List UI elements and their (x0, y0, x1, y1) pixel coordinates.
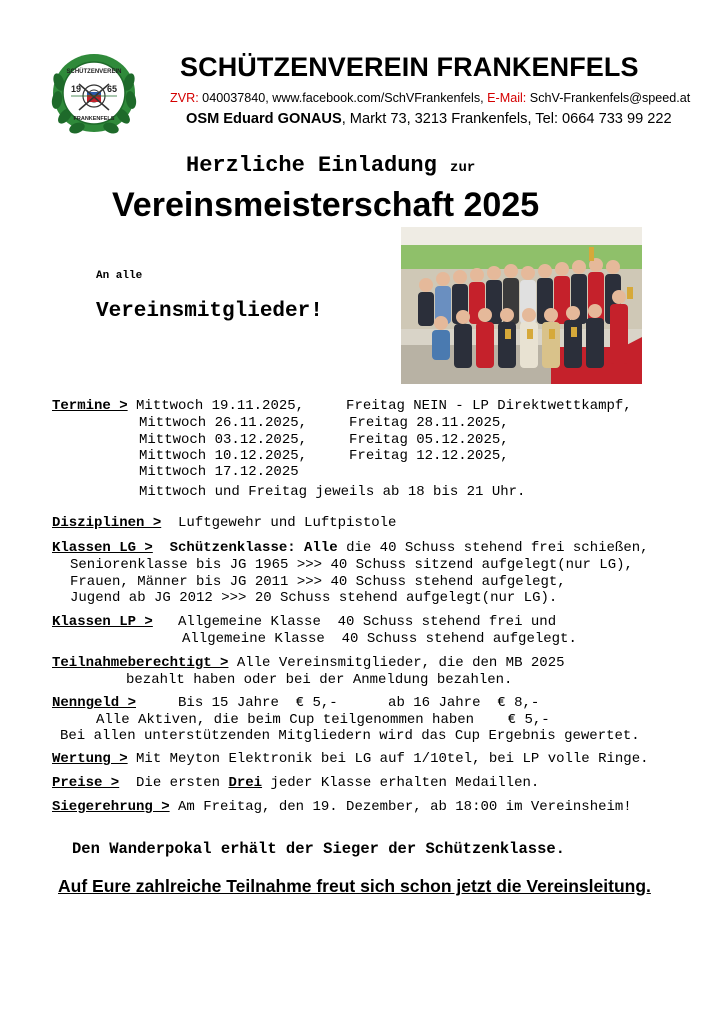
preise-drei: Drei (228, 775, 263, 791)
logo-year-right: 65 (106, 84, 118, 94)
logo-ring-text: SCHÜTZENVEREIN (66, 69, 122, 75)
invitation-heading (186, 153, 475, 178)
nenngeld-label: Nenngeld > (52, 695, 137, 711)
preise-row (52, 775, 539, 791)
email-label: E-Mail: (487, 91, 527, 105)
termine-row-4: Mittwoch 10.12.2025, Freitag 12.12.2025, (139, 448, 509, 464)
disziplinen-text: Luftgewehr und Luftpistole (161, 515, 397, 531)
termine-label: Termine > (52, 398, 128, 414)
schuetzenklasse-bold: Schützenklasse: Alle (152, 540, 338, 556)
wanderpokal-note: Den Wanderpokal erhält der Sieger der Schützenklasse. (72, 840, 565, 858)
teilnahme-line-2: bezahlt haben oder bei der Anmeldung bezahlen. (126, 672, 513, 688)
wertung-text: Mit Meyton Elektronik bei LG auf 1/10tel, bei LP volle Ringe. (127, 751, 649, 767)
team-photo-image (401, 227, 642, 384)
termine-time-note: Mittwoch und Freitag jeweils ab 18 bis 21 Uhr. (139, 484, 526, 500)
club-name: SCHÜTZENVEREIN FRANKENFELS (180, 52, 639, 82)
email-value: SchV-Frankenfels@speed.at (526, 91, 691, 105)
siegerehrung-label: Siegerehrung > (52, 799, 170, 815)
disziplinen-row (52, 515, 396, 531)
an-alle-label: An alle (96, 270, 143, 282)
termine-row-2: Mittwoch 26.11.2025, Freitag 28.11.2025, (139, 415, 509, 431)
logo-year-left: 19 (70, 84, 82, 94)
klassen-lg-line-3: Jugend ab JG 2012 >>> 20 Schuss stehend aufgelegt(nur LG). (70, 590, 558, 606)
contact-line (170, 91, 690, 105)
members-heading: Vereinsmitglieder! (96, 300, 323, 323)
invite-text: Herzliche Einladung (186, 153, 451, 178)
preise-post: jeder Klasse erhalten Medaillen. (262, 775, 540, 791)
klassen-lg-line-2: Frauen, Männer bis JG 2011 >>> 40 Schuss stehend aufgelegt, (70, 574, 566, 590)
logo-bottom-text: FRANKENFELS (73, 116, 115, 122)
klassen-lp-line-1: Allgemeine Klasse 40 Schuss stehend frei und (152, 614, 557, 630)
club-logo (51, 52, 137, 134)
teilnahme-label: Teilnahmeberechtigt > (52, 655, 229, 671)
wertung-label: Wertung > (52, 751, 128, 767)
nenngeld-row (52, 695, 539, 711)
nenngeld-line-3: Bei allen unterstützenden Mitgliedern wird das Cup Ergebnis gewertet. (60, 728, 640, 744)
klassen-lp-label: Klassen LP > (52, 614, 153, 630)
klassen-lp-line-2: Allgemeine Klasse 40 Schuss stehend aufgelegt. (182, 631, 577, 647)
invite-small: zur (450, 160, 476, 176)
klassen-lg-line-1: Seniorenklasse bis JG 1965 >>> 40 Schuss sitzend aufgelegt(nur LG), (70, 557, 633, 573)
klassen-lg-label: Klassen LG > (52, 540, 153, 556)
klassen-lg-row (52, 540, 649, 556)
termine-row-3: Mittwoch 03.12.2025, Freitag 05.12.2025, (139, 432, 509, 448)
teilnahme-line-1: Alle Vereinsmitglieder, die den MB 2025 (228, 655, 565, 671)
zvr-label: ZVR: (170, 91, 199, 105)
zvr-value: 040037840, www.facebook.com/SchVFrankenfels, (198, 91, 488, 105)
termine-text-1: Mittwoch 19.11.2025, Freitag NEIN - LP Direktwettkampf, (127, 398, 632, 414)
termine-row-1 (52, 398, 632, 414)
closing-footer: Auf Eure zahlreiche Teilnahme freut sich schon jetzt die Vereinsleitung. (58, 876, 651, 896)
preise-label: Preise > (52, 775, 120, 791)
club-crest-icon (51, 52, 137, 134)
teilnahme-row (52, 655, 565, 671)
address-line (186, 111, 672, 127)
klassen-lg-rest: die 40 Schuss stehend frei schießen, (337, 540, 649, 556)
preise-pre: Die ersten (119, 775, 229, 791)
disziplinen-label: Disziplinen > (52, 515, 162, 531)
osm-name: OSM Eduard GONAUS (186, 111, 342, 127)
team-photo (401, 227, 642, 384)
klassen-lp-row (52, 614, 556, 630)
siegerehrung-text: Am Freitag, den 19. Dezember, ab 18:00 im Vereinsheim! (169, 799, 632, 815)
nenngeld-line-1: Bis 15 Jahre € 5,- ab 16 Jahre € 8,- (136, 695, 540, 711)
termine-row-5: Mittwoch 17.12.2025 (139, 464, 299, 480)
siegerehrung-row (52, 799, 632, 815)
nenngeld-line-2: Alle Aktiven, die beim Cup teilgenommen haben € 5,- (96, 712, 550, 728)
event-title: Vereinsmeisterschaft 2025 (112, 186, 540, 224)
address-text: , Markt 73, 3213 Frankenfels, Tel: 0664 733 99 222 (341, 111, 672, 127)
wertung-row (52, 751, 649, 767)
